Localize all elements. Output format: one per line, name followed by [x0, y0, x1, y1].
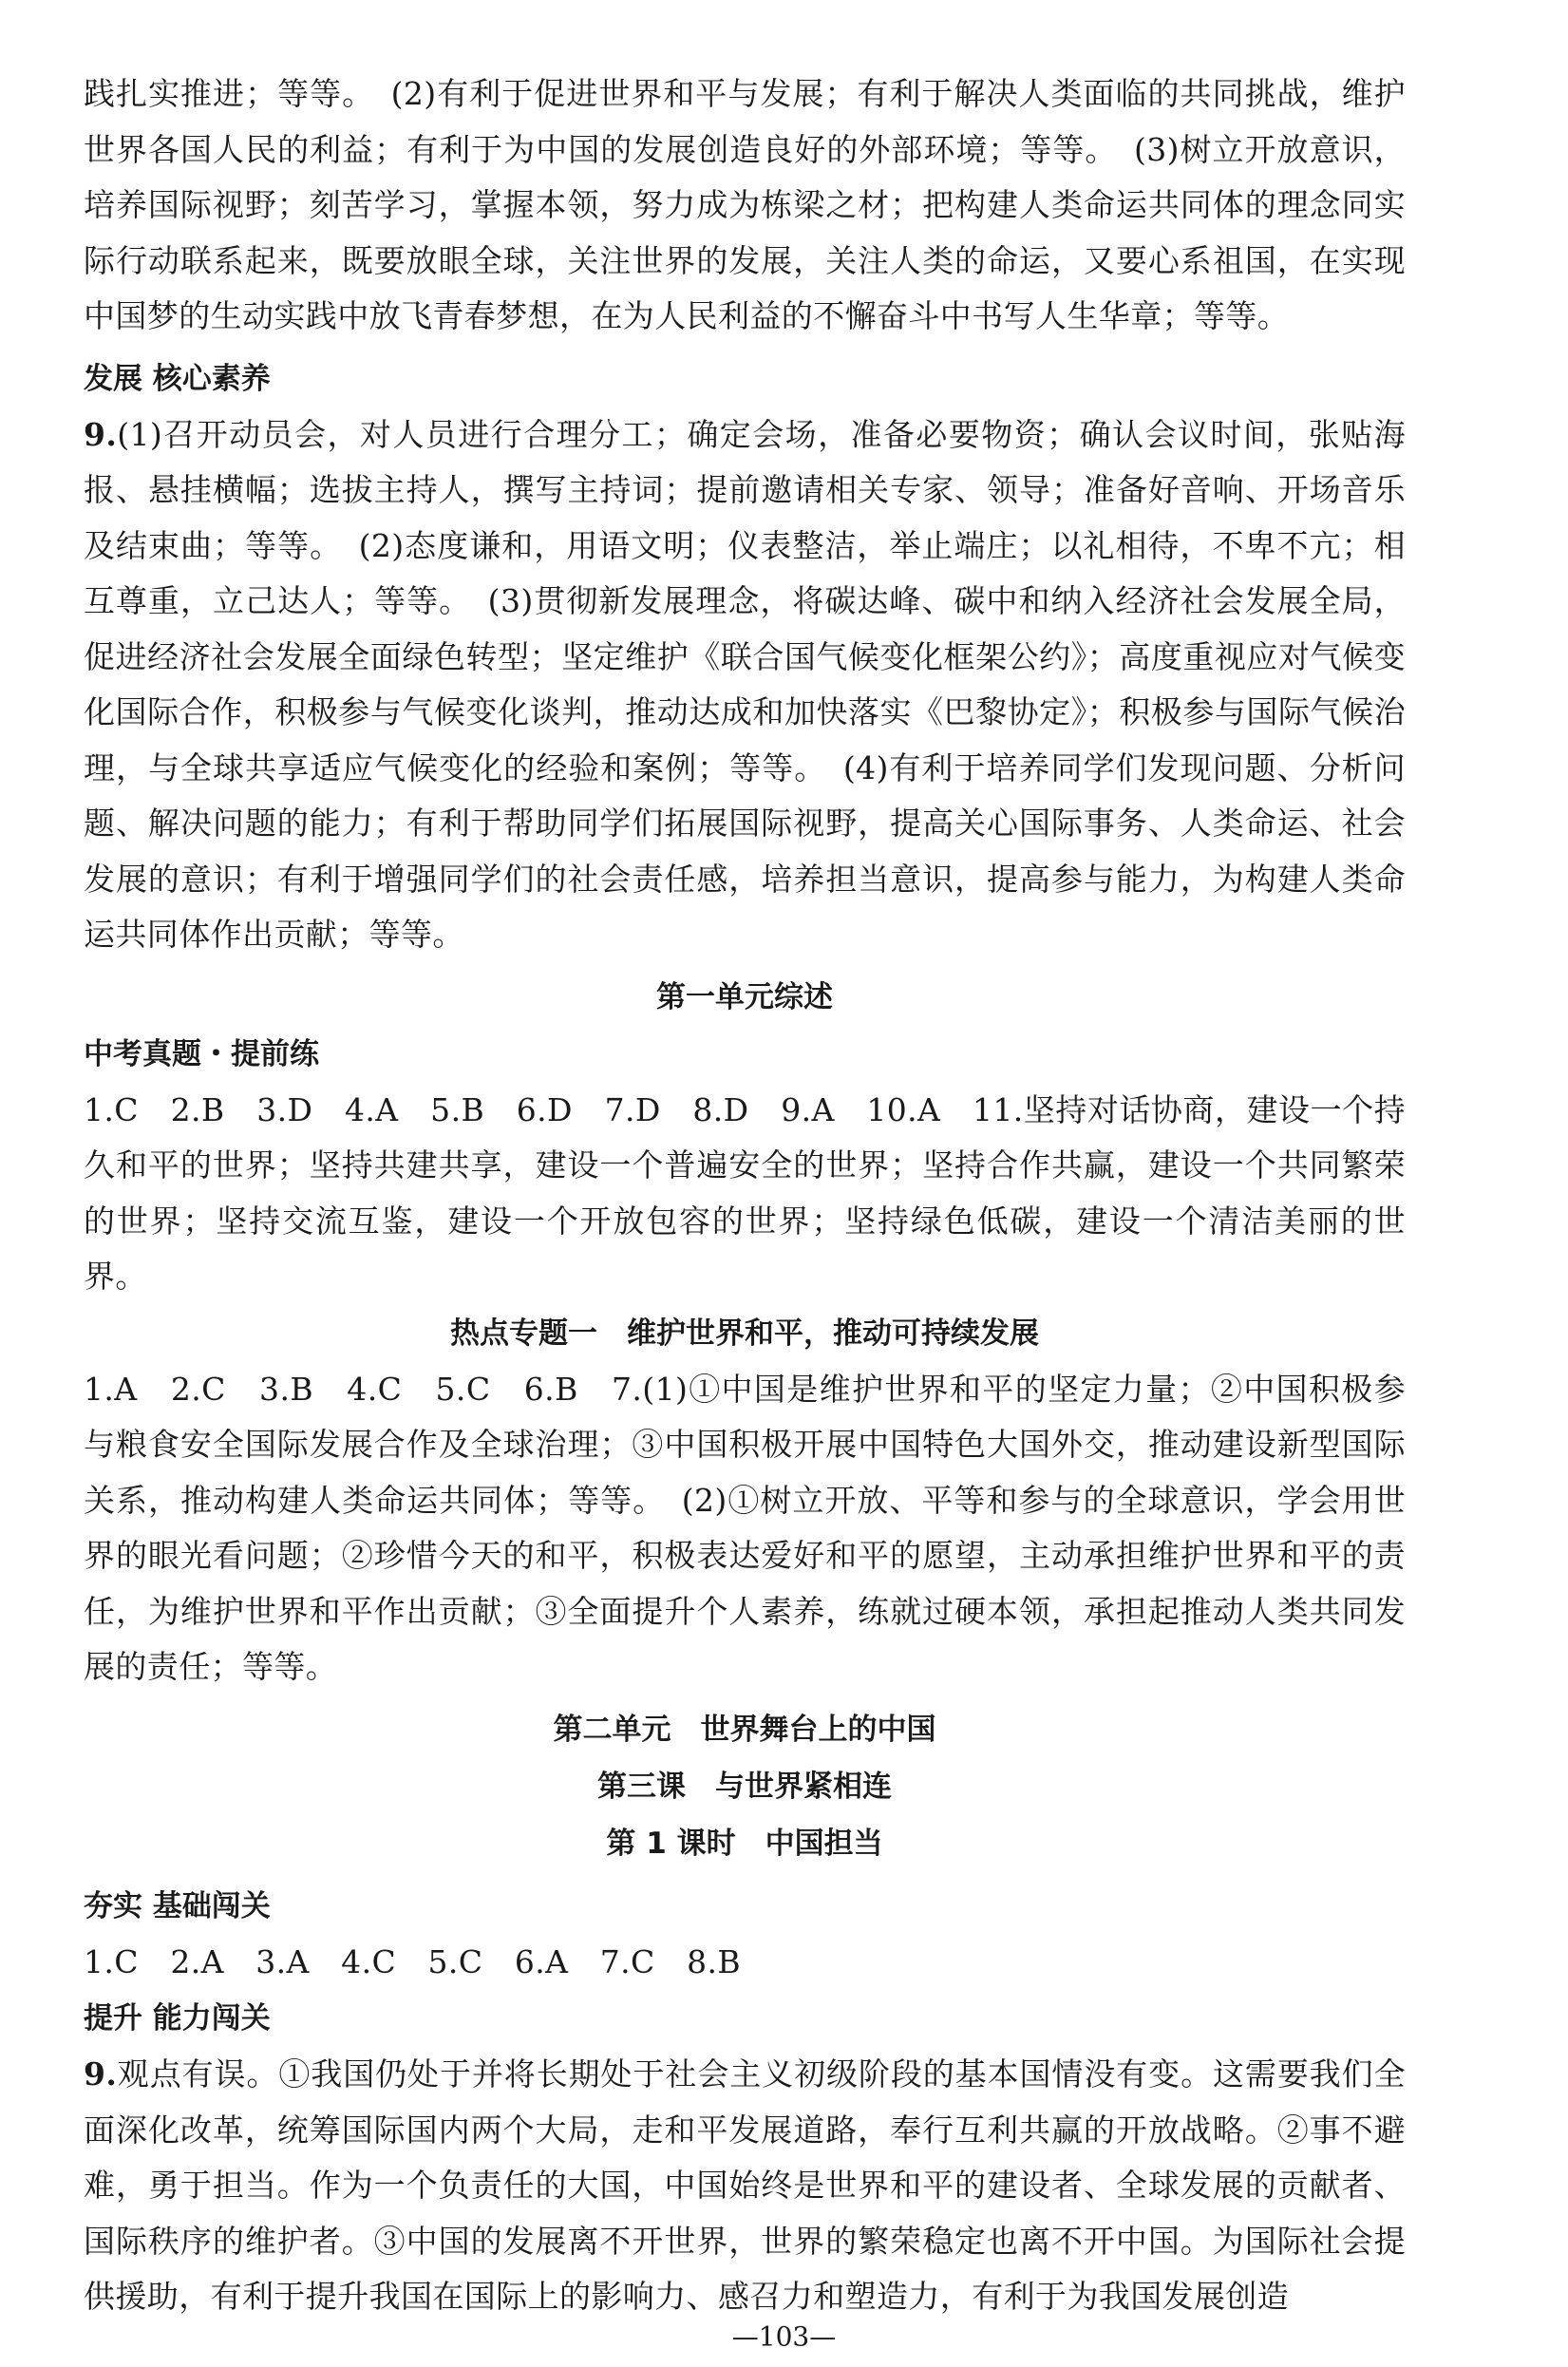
- answer-paragraph-continuation: 践扎实推进；等等。 (2)有利于促进世界和平与发展；有利于解决人类面临的共同挑战，维护世界各国人民的利益；有利于为中国的发展创造良好的外部环境；等等。 (3)树立开放意识，培养国际视野；刻苦学习，掌握本领，努力成为栋梁之材；把构建人类命运共同体的理念同实际行动联系起来，既要放眼全球，关注世界的发展，关注人类的命运，又要心系祖国，在实现中国梦的生动实践中放飞青春梦想，在为人民利益的不懈奋斗中书写人生华章；等等。: [84, 75, 1406, 334]
- answer-paragraph-hot-topic: 1.A 2.C 3.B 4.C 5.C 6.B 7.(1)①中国是维护世界和平的坚定力量；②中国积极参与粮食安全国际发展合作及全球治理；③中国积极开展中国特色大国外交，推动建设新型国际关系，推动构建人类命运共同体；等等。 (2)①树立开放、平等和参与的全球意识，学会用世界的眼光看问题；②珍惜今天的和平，积极表达爱好和平的愿望，主动承担维护世界和平的责任，为维护世界和平作出贡献；③全面提升个人素养，练就过硬本领，承担起推动人类共同发展的责任；等等。: [84, 1370, 1406, 1685]
- answer-paragraph-exam: 1.C 2.B 3.D 4.A 5.B 6.D 7.D 8.D 9.A 10.A 11.坚持对话协商，建设一个持久和平的世界；坚持共建共享，建设一个普遍安全的世界；坚持合作共赢，建设一个共同繁荣的世界；坚持交流互鉴，建设一个开放包容的世界；坚持绿色低碳，建设一个清洁美丽的世界。: [84, 1090, 1406, 1295]
- answer-paragraph-basic: 1.C 2.A 3.A 4.C 5.C 6.A 7.C 8.B: [84, 1942, 742, 1980]
- section-heading-ability: 提升 能力闯关: [84, 2001, 271, 2036]
- answer-page: [84, 66, 1406, 2325]
- question-number: 9.: [84, 415, 118, 453]
- period-one-title: 第 1 课时 中国担当: [606, 1826, 883, 1861]
- page-number: —103—: [731, 2320, 837, 2353]
- section-heading-exam-practice: 中考真题・提前练: [84, 1036, 319, 1071]
- unit-one-summary-title: 第一单元综述: [656, 979, 833, 1014]
- answer-paragraph-ability-q9: [84, 2047, 1406, 2325]
- lesson-three-title: 第三课 与世界紧相连: [597, 1769, 892, 1804]
- section-heading-develop-core-literacy: 发展 核心素养: [84, 361, 271, 396]
- unit-two-title: 第二单元 世界舞台上的中国: [553, 1712, 936, 1747]
- section-heading-basic: 夯实 基础闯关: [84, 1888, 271, 1923]
- question-number: 9.: [84, 2055, 118, 2092]
- hot-topic-title: 热点专题一 维护世界和平，推动可持续发展: [450, 1316, 1039, 1351]
- answer-text: (1)召开动员会，对人员进行合理分工；确定会场，准备必要物资；确认会议时间，张贴海报、悬挂横幅；选拔主持人，撰写主持词；提前邀请相关专家、领导；准备好音响、开场音乐及结束曲；等等。 (2)态度谦和，用语文明；仪表整洁，举止端庄；以礼相待，不卑不亢；相互尊重，立己达人；等等。 (3)贯彻新发展理念，将碳达峰、碳中和纳入经济社会发展全局，促进经济社会发展全面绿色转型；坚定维护《联合国气候变化框架公约》；高度重视应对气候变化国际合作，积极参与气候变化谈判，推动达成和加快落实《巴黎协定》；积极参与国际气候治理，与全球共享适应气候变化的经验和案例；等等。 (4)有利于培养同学们发现问题、分析问题、解决问题的能力；有利于帮助同学们拓展国际视野，提高关心国际事务、人类命运、社会发展的意识；有利于增强同学们的社会责任感，培养担当意识，提高参与能力，为构建人类命运共同体作出贡献；等等。: [84, 415, 1406, 953]
- answer-paragraph-q9: [84, 407, 1406, 963]
- answer-text: 观点有误。①我国仍处于并将长期处于社会主义初级阶段的基本国情没有变。这需要我们全面深化改革，统筹国际国内两个大局，走和平发展道路，奉行互利共赢的开放战略。②事不避难，勇于担当。作为一个负责任的大国，中国始终是世界和平的建设者、全球发展的贡献者、国际秩序的维护者。③中国的发展离不开世界，世界的繁荣稳定也离不开中国。为国际社会提供援助，有利于提升我国在国际上的影响力、感召力和塑造力，有利于为我国发展创造: [84, 2055, 1406, 2315]
